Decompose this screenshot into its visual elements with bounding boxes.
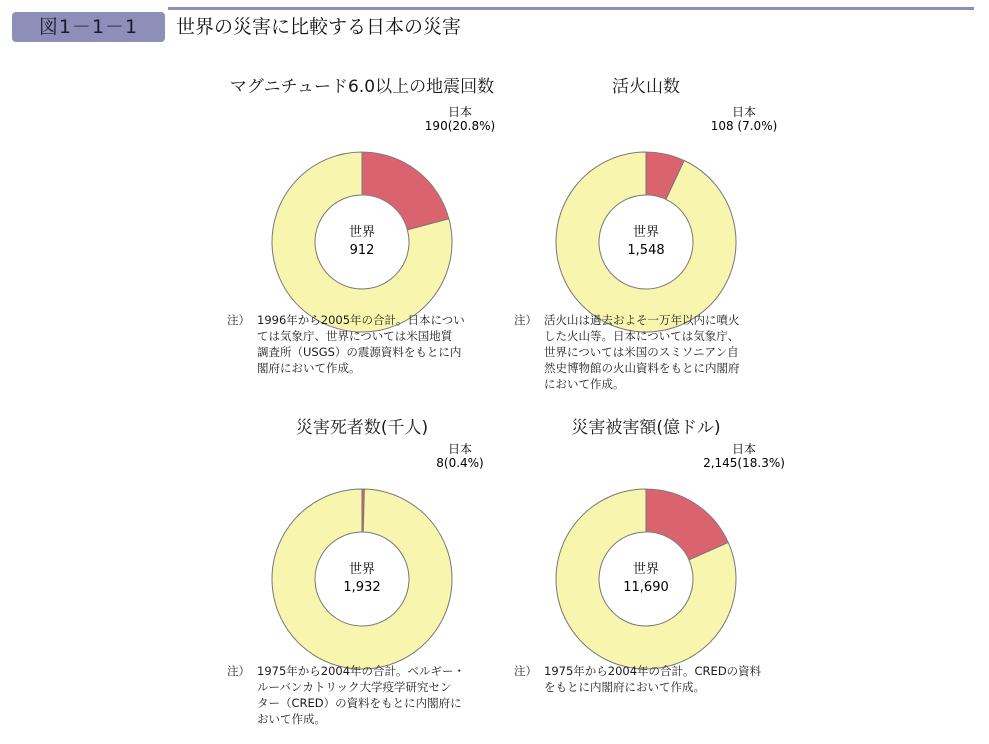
slice-label-name: 日本 [731,442,757,456]
center-total: 1,548 [627,243,665,258]
note-text: 1996年から2005年の合計。日本につい ては気象庁、世界については米国地質 調査所（USGS）の震源資料をもとに内 閣府において作成。 [257,313,465,375]
slice-label-name: 日本 [447,105,473,119]
chart-panel-volcanoes [496,72,796,392]
note-text: 活火山は過去およそ一万年以内に噴火 した火山等。日本については気象庁、 世界については米国のスミソニアン自 然史博物館の火山資料をもとに内閣府 において作成。 [544,313,740,391]
donut-chart-damage [496,442,796,689]
chart-panel-earthquakes [212,72,512,392]
page-title: 世界の災害に比較する日本の災害 [176,16,462,38]
note-text: 1975年から2004年の合計。CREDの資料 をもとに内閣府において作成。 [544,664,762,694]
slice-label-name: 日本 [447,442,473,456]
chart-panel-deaths [212,413,512,733]
slice-world-rest [556,152,736,332]
note-mark: 注） [227,313,250,327]
note-text: 1975年から2004年の合計。ベルギー・ ルーバンカトリック大学疫学研究セン ター（CRED）の資料をもとに内閣府に おいて作成。 [257,664,466,726]
donut-chart-deaths [212,442,512,689]
chart-title: 災害死者数(千人) [295,418,429,438]
center-total: 912 [349,243,375,258]
note-mark: 注） [227,664,250,678]
note-mark: 注） [514,664,537,678]
chart-title: 活火山数 [612,77,680,97]
slice-label-value: 108 (7.0%) [710,119,778,133]
chart-panel-damage [496,413,796,733]
center-label: 世界 [348,562,376,577]
chart-title: 災害被害額(億ドル) [571,418,721,438]
center-total: 11,690 [623,580,669,595]
center-label: 世界 [632,562,660,577]
chart-title: マグニチュード6.0以上の地震回数 [229,77,495,97]
slice-japan [362,152,449,230]
slice-label-value: 190(20.8%) [424,119,496,133]
slice-label-value: 2,145(18.3%) [703,456,785,470]
slice-world-rest [272,489,452,669]
slice-label-name: 日本 [731,105,757,119]
figure-label: 図1－1－1 [12,12,165,42]
center-label: 世界 [348,225,376,240]
header-rule [168,7,974,10]
note-mark: 注） [514,313,537,327]
center-total: 1,932 [343,580,381,595]
slice-label-value: 8(0.4%) [436,456,484,470]
center-label: 世界 [632,225,660,240]
